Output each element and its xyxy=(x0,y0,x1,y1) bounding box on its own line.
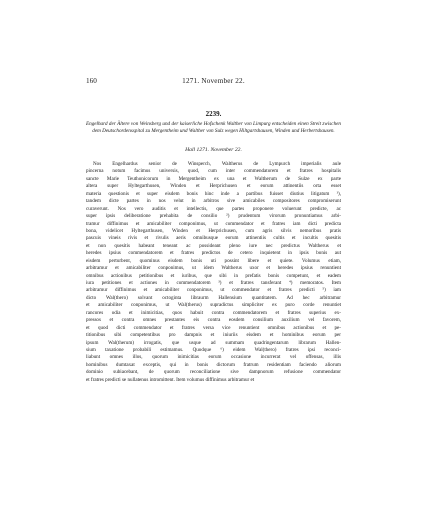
document-number: 2239. xyxy=(205,110,222,118)
body-line: arbitramur et amicabiliter conponimus, ut idem Waltherus uxor et heredes ipsius renuntient xyxy=(86,265,341,272)
body-line: curaverunt. Nos vero auditis et intellectis, que partes proponere voluerunt predicte, ac xyxy=(86,205,341,212)
body-line: arbitramur diffinimus et amicabiliter conponimus, ut commendator et fratres predicti ⁵) iam xyxy=(86,287,341,294)
body-line: tramur diffinimus et amicabiliter componimus, ut commendator et fratres iam dicti predicta xyxy=(86,220,341,227)
body-line: eisdem perturbent, quominus eisdem bonis uti possint libere et quiete. Volumus etiam, xyxy=(86,257,341,264)
body-line: sium taxatione probabili estimamus. Quodque ⁶) eidem Wal(thero) fratres ipsi reconci- xyxy=(86,346,341,353)
body-line: et non quesitis habeant teneant ac possideant pleno iure nec predictus Waltherus et xyxy=(86,242,341,249)
body-line: materia questionis et super eisdem bonis hinc inde a partibus fuisset diutius litigatum ¹), xyxy=(86,190,341,197)
body-line: heredes ipsius commendatorem et fratres predictos de cetero inquietent in ipsis bonis aut xyxy=(86,250,341,257)
body-line: pressos et contra omnes prestantes eis contra eosdem consilium auxilium vel favorem, xyxy=(86,317,341,324)
body-line: super ipsis deliberatione prehabita de consilio ²) prudentum virorum pronuntiamus arbi- xyxy=(86,213,341,220)
body-line: iura petitiones et actiones in commendatorem ³) et fratres tansferant ⁴) memoratos. Item xyxy=(86,280,341,286)
body-line: Nos Engelhardus senior de Winsperch, Waltherus de Lympurch imperialis aule xyxy=(93,161,341,167)
body-line: pincerna notum facimus universis, quod, cum inter commendatorem et fratres hospitalis xyxy=(86,168,341,175)
document-body xyxy=(86,161,341,384)
running-head xyxy=(86,76,341,86)
body-line: hominibus dumtaxat exceptis, qui in bonis dictorum fratrum residentiam faciendo aliorum xyxy=(86,361,341,368)
body-line: titionibus sibi competentibus pro dampnis et iniuriis eisdem et hominibus eorum per xyxy=(86,332,341,339)
body-line: bona, videlicet Hyltegarthusen, Winden et Herprichusen, cum agris silvis nemoribus pratis xyxy=(86,227,341,234)
body-line: pascuis vineis rivis et rivulis aeris omnibusque eorum attinentiis cultis et incultis quesitis xyxy=(86,235,341,242)
body-line: et quod dicti commendator et fratres versa vice renuntient omnibus actionibus et pe- xyxy=(86,324,341,331)
body-line: sancte Marie Teuthonicorum in Mergentheim ex una et Waltherum de Sulze ex parte xyxy=(86,175,341,182)
body-line: omnibus actionibus petitionibus et iuribus, que sibi in prefatis bonis competunt, et eadem xyxy=(86,272,341,279)
body-line: liabunt omnes illos, quorum inimicitias eorum occasione incurrerat vel offensas, illis xyxy=(86,354,341,361)
body-line: ipsum Wal(therum) irrogatis, que usque ad summam quadringentarum librarum Hallen- xyxy=(86,339,341,346)
body-line: dicto Wal(thero) solvant octoginta libraurm Hallensium quantitatem. Ad hec arbitramur xyxy=(86,294,341,301)
body-line: rancores odia et inimicitias, quos habuit contra commendatorem et fratres superius ex- xyxy=(86,309,341,316)
body-line: altera super Hyltegarthusen, Winden et Herprichusen et eorum attinentiis orta esset xyxy=(86,183,341,190)
document-dateline: Hall 1271. November 22. xyxy=(185,147,242,153)
page-header-date: 1271. November 22. xyxy=(182,77,245,85)
document-regest: Engelhard der Ältere von Weinsberg und der kaiserliche Hofschenk Walther von Limpurg entscheiden einen Streit zwischen dem Deutschordensspital zu Mergentheim und Walther von Sulz wegen Hiltgartshausen, Winden und Herbertshausen. xyxy=(86,121,341,135)
page-number: 160 xyxy=(86,77,97,85)
body-line: et amicabiliter conponimus, ut Wal(therus) supradictus simpliciter ex puro corde renuntiet xyxy=(86,302,341,309)
body-line: tandem dicte partes in nos velut in arbitros sive amicabiles compositores compromiserunt xyxy=(86,198,341,205)
body-line: et fratres predicti se nullatenus intromittent. Item volumus diffinimus arbitramur et xyxy=(86,376,255,383)
body-line: dominio subiacebant, de quorum reconciliatione sive dampnorum refusione commendator xyxy=(86,369,341,376)
